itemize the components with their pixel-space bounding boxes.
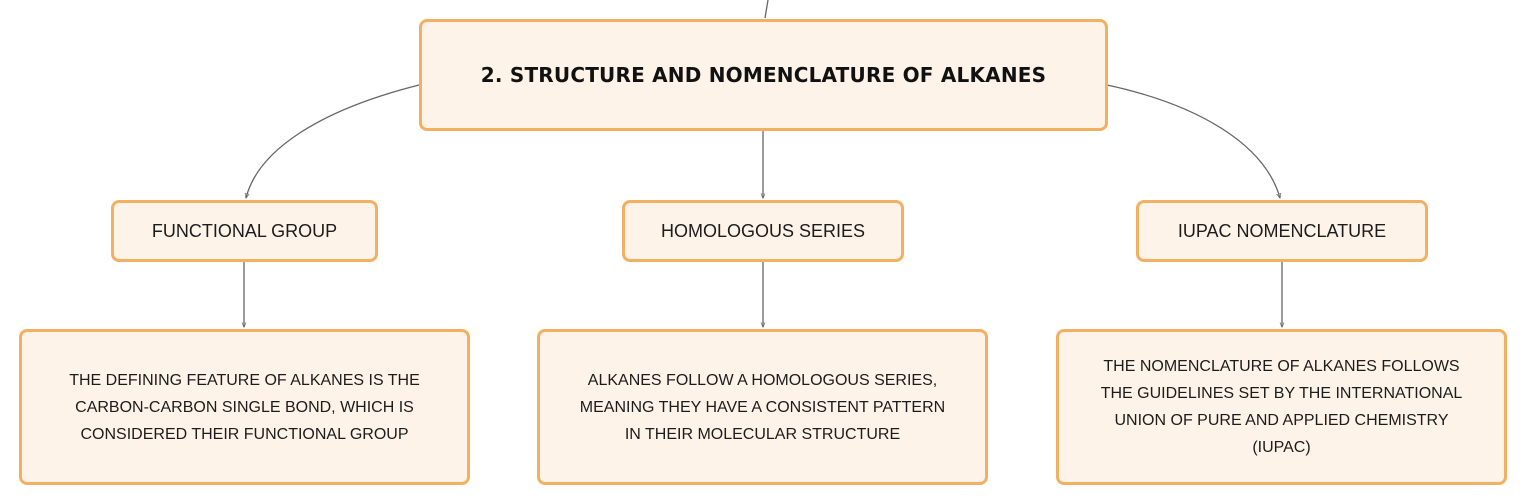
connector-root-to-functional-group xyxy=(246,85,419,198)
branch-node-label: IUPAC NOMENCLATURE xyxy=(1177,220,1387,241)
branch-node-label: HOMOLOGOUS SERIES xyxy=(660,220,866,241)
branch-node-iupac-nomenclature[interactable] xyxy=(1136,200,1428,262)
leaf-node-functional-group-detail[interactable] xyxy=(19,329,470,485)
connector-parent-to-root xyxy=(765,0,768,18)
branch-node-homologous-series[interactable] xyxy=(622,200,904,262)
leaf-node-homologous-series-detail[interactable] xyxy=(537,329,988,485)
leaf-node-text: THE DEFINING FEATURE OF ALKANES IS THE CARBON-CARBON SINGLE BOND, WHICH IS CONSIDERED THEIR FUNCTIONAL GROUP xyxy=(69,371,420,443)
leaf-node-text: ALKANES FOLLOW A HOMOLOGOUS SERIES, MEANING THEY HAVE A CONSISTENT PATTERN IN THEIR MOLECULAR STRUCTURE xyxy=(579,371,946,443)
leaf-node-iupac-nomenclature-detail[interactable] xyxy=(1056,329,1507,485)
root-node-label: 2. STRUCTURE AND NOMENCLATURE OF ALKANES xyxy=(480,63,1047,87)
root-node[interactable] xyxy=(419,19,1108,131)
branch-node-label: FUNCTIONAL GROUP xyxy=(151,220,338,241)
branch-node-functional-group[interactable] xyxy=(111,200,378,262)
connector-root-to-iupac-nomenclature xyxy=(1107,85,1280,198)
leaf-node-text: THE NOMENCLATURE OF ALKANES FOLLOWS THE GUIDELINES SET BY THE INTERNATIONAL UNION OF PURE AND APPLIED CHEMISTRY (IUPAC) xyxy=(1100,358,1463,456)
